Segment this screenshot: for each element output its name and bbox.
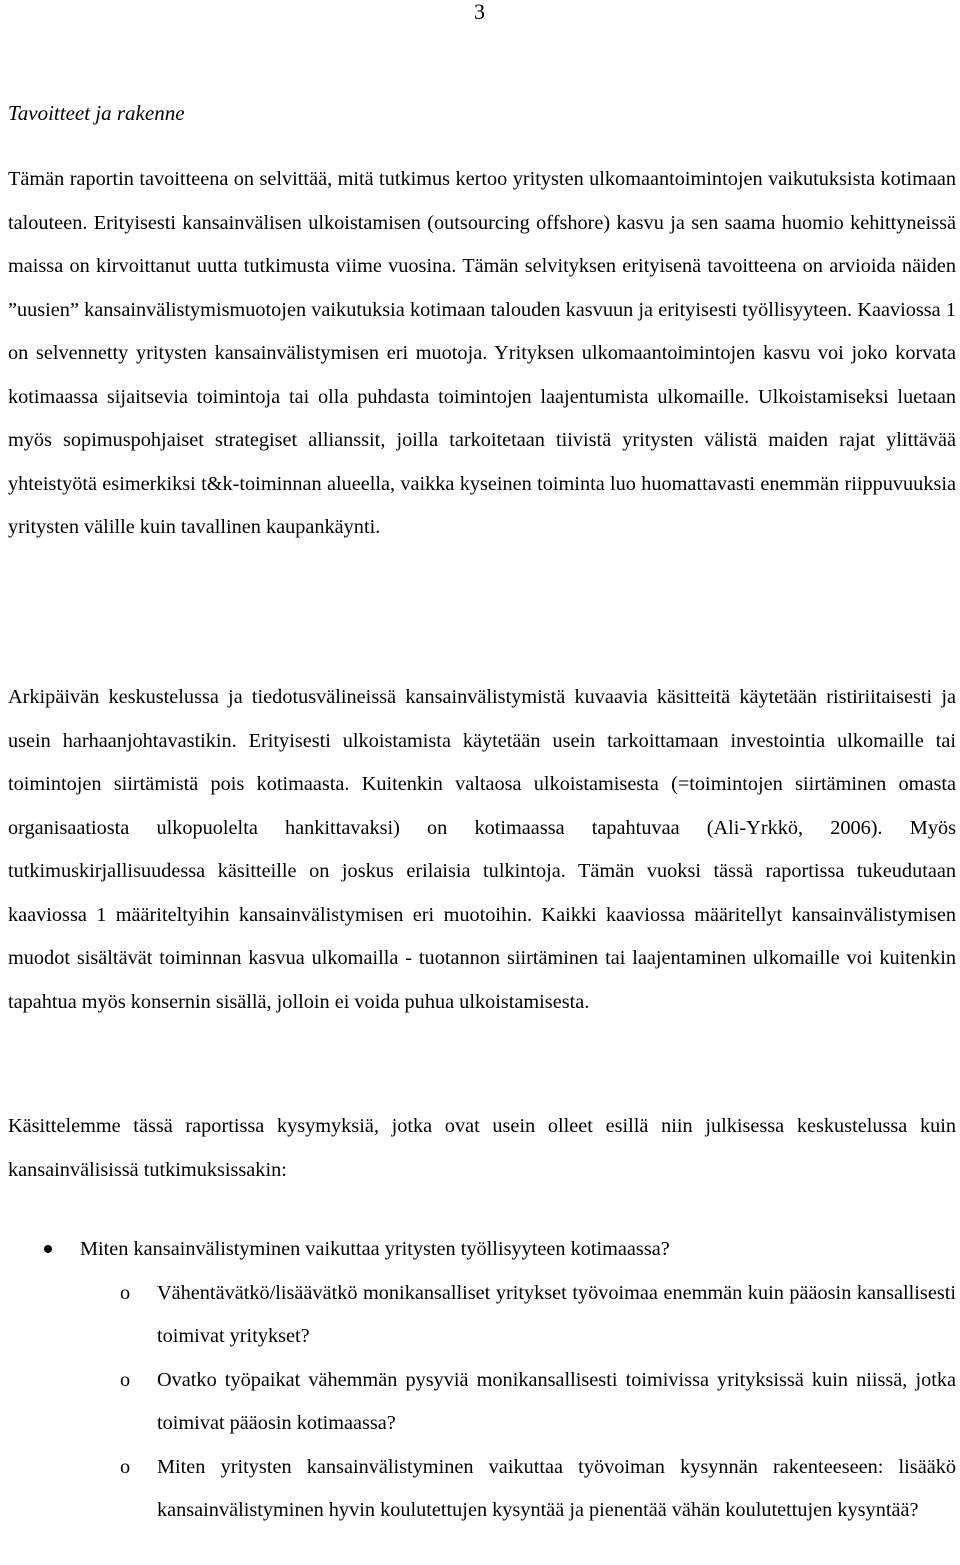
sub-list-item — [0, 1446, 956, 1533]
sub-bullet-marker: o — [120, 1455, 131, 1478]
sub-bullet-marker: o — [120, 1368, 131, 1391]
paragraph-1: Tämän raportin tavoitteena on selvittää, mitä tutkimus kertoo yritysten ulkomaantoimintojen vaikutuksista kotimaan talouteen. Erityisesti kansainvälisen ulkoistamisen (outsourcing offshore) kasvu ja sen saama huomio kehittyneissä maissa on kirvoittanut uutta tutkimusta viime vuosina. Tämän selvityksen erityisenä tavoitteena on arvioida näiden ”uusien” kansainvälistymismuotojen vaikutuksia kotimaan talouden kasvuun ja erityisesti työllisyyteen. Kaaviossa 1 on selvennetty yritysten kansainvälistymisen eri muotoja. Yrityksen ulkomaantoimintojen kasvu voi joko korvata kotimaassa sijaitsevia toimintoja tai olla puhdasta toimintojen laajentumista ulkomaille. Ulkoistamiseksi luetaan myös sopimuspohjaiset strategiset allianssit, joilla tarkoitetaan tiivistä yritysten välistä maiden rajat ylittävää yhteistyötä esimerkiksi t&k-toiminnan alueella, vaikka kyseinen toiminta luo huomattavasti enemmän riippuvuuksia yritysten välille kuin tavallinen kaupankäynti. — [8, 168, 956, 538]
list-item — [0, 1228, 956, 1533]
sub-list-item-text: Miten yritysten kansainvälistyminen vaikuttaa työvoiman kysynnän rakenteeseen: lisääkö kansainvälistyminen hyvin koulutettujen kysyntää ja pienentää vähän koulutettujen kysyntää? — [157, 1455, 956, 1521]
sub-list-item-text: Vähentävätkö/lisäävätkö monikansalliset yritykset työvoimaa enemmän kuin pääosin kansallisesti toimivat yritykset? — [157, 1281, 956, 1347]
sub-bullet-marker: o — [120, 1281, 131, 1304]
paragraph-2: Arkipäivän keskustelussa ja tiedotusvälineissä kansainvälistymistä kuvaavia käsitteitä käytetään ristiriitaisesti ja usein harhaanjohtavastikin. Erityisesti ulkoistamista käytetään usein tarkoittamaan investointia ulkomaille tai toimintojen siirtämistä pois kotimaasta. Kuitenkin valtaosa ulkoistamisesta (=toimintojen siirtäminen omasta organisaatiosta ulkopuolelta hankittavaksi) on kotimaassa tapahtuvaa (Ali-Yrkkö, 2006). Myös tutkimuskirjallisuudessa käsitteille on joskus erilaisia tulkintoja. Tämän vuoksi tässä raportissa tukeudutaan kaaviossa 1 määriteltyihin kansainvälistymisen eri muotoihin. Kaikki kaaviossa määritellyt kansainvälistymisen muodot sisältävät toiminnan kasvua ulkomailla - tuotannon siirtäminen tai laajentaminen ulkomaille voi kuitenkin tapahtua myös konsernin sisällä, jolloin ei voida puhua ulkoistamisesta. — [8, 686, 956, 1013]
section-heading: Tavoitteet ja rakenne — [8, 101, 185, 125]
sub-list-item — [0, 1359, 956, 1446]
sub-question-list — [80, 1272, 956, 1533]
sub-list-item — [0, 1272, 956, 1359]
question-list — [0, 1228, 960, 1533]
page-number: 3 — [474, 0, 485, 24]
paragraph-3: Käsittelemme tässä raportissa kysymyksiä, jotka ovat usein olleet esillä niin julkisessa keskustelussa kuin kansainvälisissä tutkimuksissakin: — [8, 1115, 956, 1181]
bullet-icon — [44, 1245, 52, 1253]
list-item-text: Miten kansainvälistyminen vaikuttaa yritysten työllisyyteen kotimaassa? — [80, 1238, 670, 1260]
sub-list-item-text: Ovatko työpaikat vähemmän pysyviä monikansallisesti toimivissa yrityksissä kuin niissä, jotka toimivat pääosin kotimaassa? — [157, 1368, 956, 1434]
